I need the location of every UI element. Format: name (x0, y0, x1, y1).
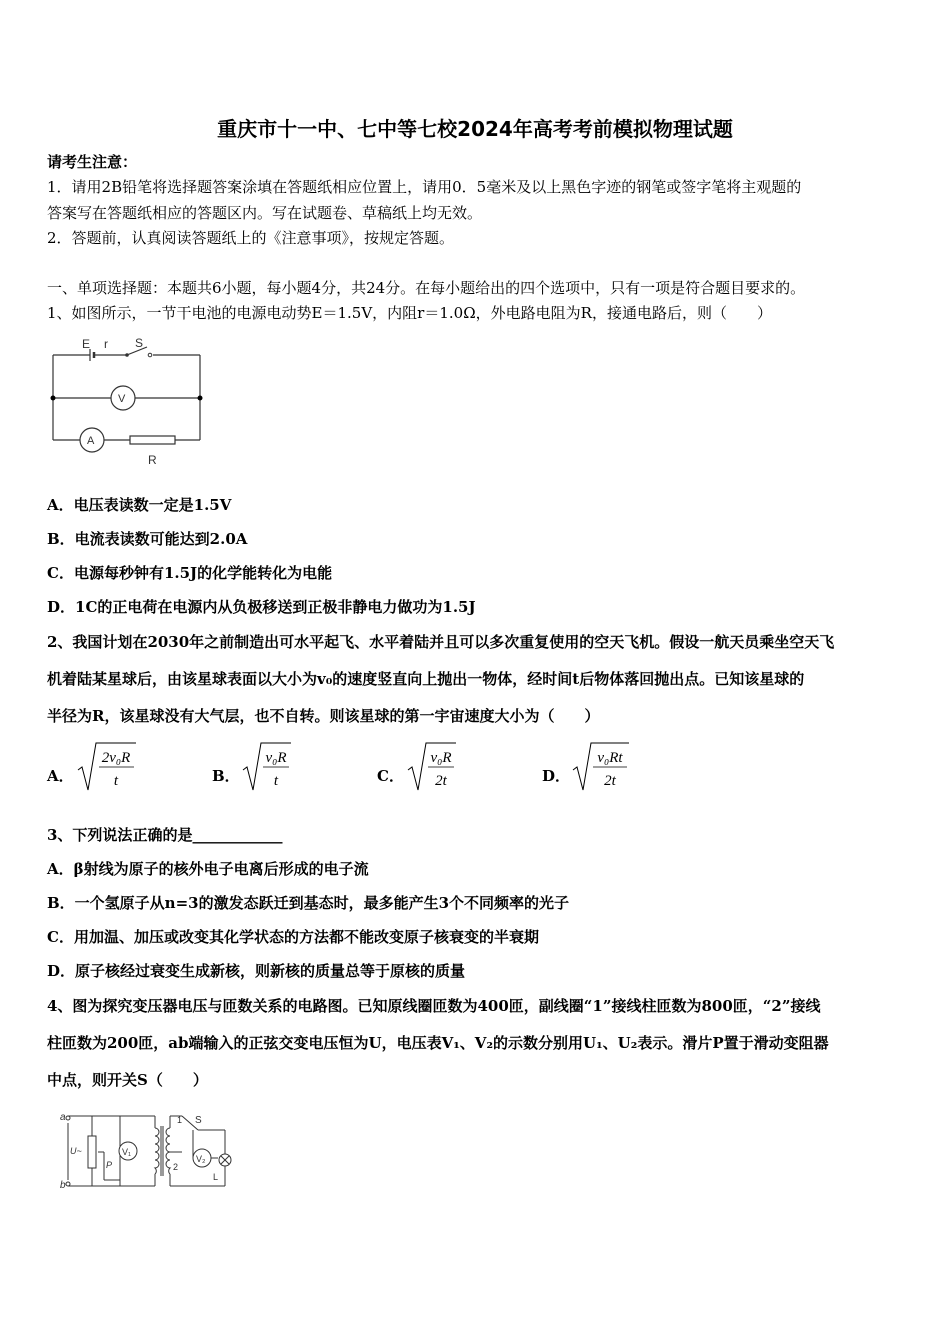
notice-line-1b: 答案写在答题纸相应的答题区内。写在试题卷、草稿纸上均无效。 (47, 204, 483, 222)
q1-stem: 1、如图所示，一节干电池的电源电动势E＝1.5V，内阻r＝1.0Ω，外电路电阻为R，接通电路后，则（ ） (47, 304, 772, 322)
q1-voltmeter: V (118, 393, 126, 405)
q4-stem-line3: 中点，则开关S（ ） (47, 1071, 208, 1089)
q4-label-a: a (60, 1112, 66, 1123)
q3-option-c: C．用加温、加压或改变其化学状态的方法都不能改变原子核衰变的半衰期 (47, 928, 539, 946)
section-heading: 一、单项选择题：本题共6小题，每小题4分，共24分。在每小题给出的四个选项中，只有一项是符合题目要求的。 (47, 279, 806, 297)
q1-label-r: r (104, 337, 108, 351)
q4-label-p: P (106, 1160, 113, 1170)
q4-stem-line1: 4、图为探究变压器电压与匝数关系的电路图。已知原线圈匝数为400匝，副线圈“1”接线柱匝数为800匝，“2”接线 (47, 997, 821, 1015)
q2-option-a-num: 2v₀R (101, 750, 131, 766)
q1-option-d: D．1C的正电荷在电源内从负极移送到正极非静电力做功为1.5J (47, 598, 476, 616)
q2-option-d-letter: D． (542, 767, 571, 785)
q3-option-a: A．β射线为原子的核外电子电离后形成的电子流 (47, 860, 369, 878)
q1-circuit-diagram (45, 335, 215, 470)
q2-stem-line1: 2、我国计划在2030年之前制造出可水平起飞、水平着陆并且可以多次重复使用的空天飞机。假设一航天员乘坐空天飞 (47, 633, 835, 651)
q2-option-b-den: t (273, 773, 279, 789)
q2-option-a-formula (76, 740, 141, 795)
q4-voltmeter-2: V₂ (196, 1154, 206, 1164)
q4-stem-line2: 柱匝数为200匝，ab端输入的正弦交变电压恒为U，电压表V₁、V₂的示数分别用U₁、U₂表示。滑片P置于滑动变阻器 (47, 1034, 829, 1052)
q2-option-b-num: v₀R (265, 750, 287, 766)
q2-option-a-den: t (113, 773, 119, 789)
q2-option-c-formula (406, 740, 461, 795)
q2-stem-line3: 半径为R，该星球没有大气层，也不自转。则该星球的第一宇宙速度大小为（ ） (47, 707, 600, 725)
q4-label-2: 2 (173, 1162, 179, 1172)
q2-option-d-den: 2t (604, 773, 616, 789)
q2-stem-line2: 机着陆某星球后，由该星球表面以大小为v₀的速度竖直向上抛出一物体，经时间t后物体落回抛出点。已知该星球的 (47, 670, 805, 688)
q2-option-c-den: 2t (435, 773, 447, 789)
q1-label-e: E (82, 337, 91, 351)
q1-ammeter: A (87, 435, 95, 447)
notice-line-1a: 1．请用2B铅笔将选择题答案涂填在答题纸相应位置上，请用0．5毫米及以上黑色字迹的钢笔或签字笔将主观题的 (47, 178, 802, 196)
q2-option-a-letter: A． (47, 767, 74, 785)
q2-option-c-num: v₀R (430, 750, 452, 766)
q4-label-b: b (60, 1180, 66, 1191)
q1-option-b: B．电流表读数可能达到2.0A (47, 530, 248, 548)
q4-label-u: U~ (70, 1146, 82, 1156)
q4-voltmeter-1: V₁ (122, 1147, 132, 1157)
q4-label-1: 1 (177, 1115, 183, 1125)
q1-label-s: S (135, 336, 144, 350)
q2-option-c-letter: C． (377, 767, 404, 785)
q2-option-b-letter: B． (212, 767, 240, 785)
notice-line-2: 2．答题前，认真阅读答题纸上的《注意事项》，按规定答题。 (47, 229, 455, 247)
q3-option-d: D．原子核经过衰变生成新核，则新核的质量总等于原核的质量 (47, 962, 466, 980)
q2-option-b-formula (241, 740, 296, 795)
page-title: 重庆市十一中、七中等七校2024年高考考前模拟物理试题 (217, 117, 733, 141)
notice-heading: 请考生注意： (47, 153, 138, 171)
q1-option-c: C．电源每秒钟有1.5J的化学能转化为电能 (47, 564, 333, 582)
q4-label-l: L (213, 1172, 219, 1182)
q3-stem: 3、下列说法正确的是____________ (47, 826, 283, 844)
q4-circuit-diagram (60, 1108, 240, 1193)
q2-option-d-num: v₀Rt (597, 750, 623, 766)
q1-option-a: A．电压表读数一定是1.5V (47, 496, 232, 514)
q4-label-s: S (195, 1115, 202, 1126)
q3-option-b: B．一个氢原子从n=3的激发态跃迁到基态时，最多能产生3个不同频率的光子 (47, 894, 570, 912)
q2-option-d-formula (571, 740, 633, 795)
q1-label-resistor: R (148, 453, 157, 467)
